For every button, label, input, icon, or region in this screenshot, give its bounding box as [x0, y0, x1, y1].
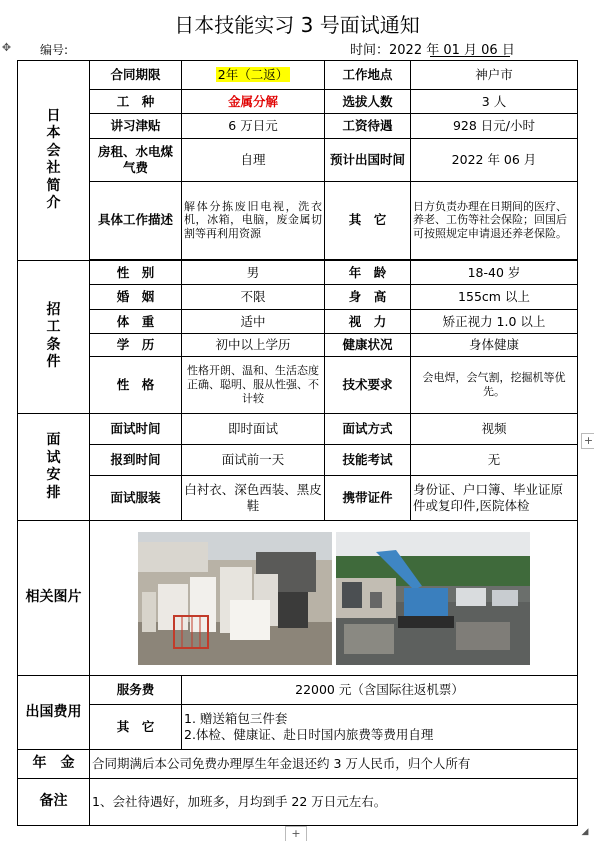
section-pension: 年 金 [18, 750, 90, 779]
health-value[interactable]: 身体健康 [411, 334, 578, 357]
table-row [18, 138, 578, 181]
wage-label: 工资待遇 [325, 114, 411, 139]
count-label: 选拔人数 [325, 89, 411, 114]
fees-other-line: 2.体检、健康证、赴日时国内旅费等费用自理 [184, 727, 434, 743]
table-row [18, 414, 578, 445]
count-value[interactable]: 3 人 [411, 89, 578, 114]
fees-other-label: 其 它 [90, 705, 182, 750]
report-label: 报到时间 [90, 444, 182, 475]
job-value[interactable]: 金属分解 [182, 89, 325, 114]
table-row [18, 705, 578, 750]
fees-other-value[interactable] [182, 705, 578, 750]
add-column-icon[interactable]: + [581, 433, 594, 449]
remarks-value[interactable]: 1、会社待遇好，加班多，月均到手 22 万日元左右。 [90, 778, 578, 825]
table-row [18, 778, 578, 825]
wage-value[interactable]: 928 日元/小时 [411, 114, 578, 139]
rent-label: 房租、水电煤气费 [90, 138, 182, 181]
section-interview: 面试安排 [18, 414, 90, 520]
gender-label: 性 别 [90, 260, 182, 285]
marriage-label: 婚 姻 [90, 285, 182, 310]
contract-highlight: 2年（二返） [217, 67, 289, 83]
other-value[interactable]: 日方负责办理在日期间的医疗、养老、工伤等社会保险；回国后可按照规定申请退还养老保险。 [411, 181, 578, 259]
location-label: 工作地点 [325, 61, 411, 90]
service-fee-label: 服务费 [90, 676, 182, 705]
section-photos: 相关图片 [18, 520, 90, 676]
table-row [18, 676, 578, 705]
excavator-yard-photo[interactable] [336, 532, 530, 665]
age-label: 年 龄 [325, 260, 411, 285]
table-row [18, 260, 578, 285]
photos-cell [90, 520, 578, 676]
weight-label: 体 重 [90, 309, 182, 334]
interview-notice-table [17, 60, 578, 826]
marriage-value[interactable]: 不限 [182, 285, 325, 310]
scrap-appliances-photo[interactable] [138, 532, 332, 665]
report-value[interactable]: 面试前一天 [182, 444, 325, 475]
section-remarks: 备注 [18, 778, 90, 825]
page-title: 日本技能实习 3 号面试通知 [174, 13, 420, 37]
table-row [18, 520, 578, 676]
skill-value[interactable]: 会电焊，会气割，挖掘机等优先。 [411, 356, 578, 413]
dress-label: 面试服装 [90, 475, 182, 520]
personality-label: 性 格 [90, 356, 182, 413]
interview-time-value[interactable]: 即时面试 [182, 414, 325, 445]
vision-label: 视 力 [325, 309, 411, 334]
interview-time-label: 面试时间 [90, 414, 182, 445]
date-label: 时间：2022 年 01 月 06 日 [350, 43, 515, 58]
departure-value[interactable]: 2022 年 06 月 [411, 138, 578, 181]
allowance-label: 讲习津贴 [90, 114, 182, 139]
rent-value[interactable]: 自理 [182, 138, 325, 181]
docs-value[interactable]: 身份证、户口簿、毕业证原件或复印件,医院体检 [411, 475, 578, 520]
fees-other-line: 1. 赠送箱包三件套 [184, 711, 288, 727]
desc-label: 具体工作描述 [90, 181, 182, 259]
skill-label: 技术要求 [325, 356, 411, 413]
section-recruit: 招工条件 [18, 260, 90, 414]
departure-label: 预计出国时间 [325, 138, 411, 181]
location-value[interactable]: 神户市 [411, 61, 578, 90]
service-fee-value[interactable]: 22000 元（含国际往返机票） [182, 676, 578, 705]
height-label: 身 高 [325, 285, 411, 310]
contract-value[interactable] [182, 61, 325, 90]
table-row [18, 356, 578, 413]
allowance-value[interactable]: 6 万日元 [182, 114, 325, 139]
table-row [18, 89, 578, 114]
exam-value[interactable]: 无 [411, 444, 578, 475]
table-row [18, 181, 578, 259]
job-label: 工 种 [90, 89, 182, 114]
interview-mode-label: 面试方式 [325, 414, 411, 445]
table-row [18, 475, 578, 520]
table-row [18, 114, 578, 139]
table-row [18, 309, 578, 334]
resize-corner-icon[interactable]: ◢ [581, 827, 589, 837]
number-label: 编号: [40, 43, 69, 57]
age-value[interactable]: 18-40 岁 [411, 260, 578, 285]
exam-label: 技能考试 [325, 444, 411, 475]
edu-label: 学 历 [90, 334, 182, 357]
desc-value[interactable]: 解体分拣废旧电视，洗衣机，冰箱，电脑，废金属切割等再利用资源 [182, 181, 325, 259]
edu-value[interactable]: 初中以上学历 [182, 334, 325, 357]
docs-label: 携带证件 [325, 475, 411, 520]
add-row-icon[interactable]: + [285, 826, 307, 841]
pension-value[interactable]: 合同期满后本公司免费办理厚生年金退还约 3 万人民币，归个人所有 [90, 750, 578, 779]
weight-value[interactable]: 适中 [182, 309, 325, 334]
other-label: 其 它 [325, 181, 411, 259]
personality-value[interactable]: 性格开朗、温和、生活态度正确、聪明、服从性强、不计较 [182, 356, 325, 413]
interview-mode-value[interactable]: 视频 [411, 414, 578, 445]
date-underline [430, 56, 510, 57]
height-value[interactable]: 155cm 以上 [411, 285, 578, 310]
table-row [18, 444, 578, 475]
move-handle-icon[interactable]: ✥ [1, 41, 12, 54]
table-row [18, 334, 578, 357]
table-row [18, 285, 578, 310]
section-fees: 出国费用 [18, 676, 90, 750]
gender-value[interactable]: 男 [182, 260, 325, 285]
dress-value[interactable]: 白衬衣、深色西装、黑皮鞋 [182, 475, 325, 520]
health-label: 健康状况 [325, 334, 411, 357]
section-company: 日本会社简介 [18, 61, 90, 261]
table-row [18, 61, 578, 90]
table-row [18, 750, 578, 779]
vision-value[interactable]: 矫正视力 1.0 以上 [411, 309, 578, 334]
contract-label: 合同期限 [90, 61, 182, 90]
